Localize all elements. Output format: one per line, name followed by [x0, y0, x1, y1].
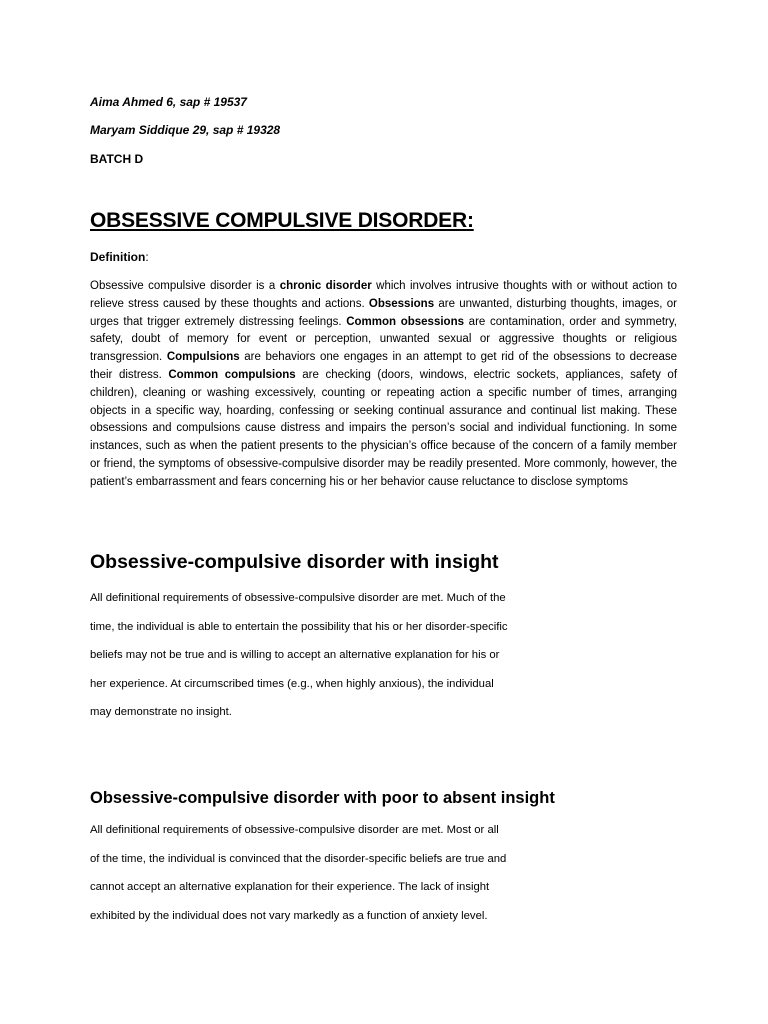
section-line: time, the individual is able to entertain the possibility that his or her disorder-specific — [90, 620, 508, 633]
document-title-colon: : — [466, 209, 474, 232]
section-line: her experience. At circumscribed times (e.g., when highly anxious), the individual — [90, 677, 494, 690]
definition-bold-term: Compulsions — [166, 351, 240, 364]
section-line: All definitional requirements of obsessive-compulsive disorder are met. Much of the — [90, 592, 506, 604]
section-line: All definitional requirements of obsessive-compulsive disorder are met. Most or all — [90, 824, 499, 836]
definition-bold-term: Common obsessions — [346, 315, 464, 328]
definition-text-run: are checking (doors, windows, electric sockets, appliances, safety of children), cleaning or washing excessively, counting or repeating action a specific number of times, arranging objects in a specific way, hoarding, confessing or seeking continual assurance and continual list making. These obsessions and compulsions cause distress and impairs the person’s social and individual functioning. In some instances, such as when the patient presents to the physician’s office because of the concern of a family member or friend, the symptoms of obsessive-compulsive disorder may be readily presented. More commonly, however, the patient’s embarrassment and fears concerning his or her behavior cause reluctance to disclose symptoms — [90, 368, 678, 488]
definition-label — [90, 250, 149, 264]
definition-bold-term: chronic disorder — [279, 280, 372, 292]
section-body-poor-insight — [90, 816, 560, 930]
definition-bold-term: Obsessions — [368, 297, 435, 310]
section-heading-with-insight: Obsessive-compulsive disorder with insight — [90, 551, 499, 573]
document-title — [90, 209, 474, 233]
document-title-text: OBSESSIVE COMPULSIVE DISORDER — [90, 209, 467, 232]
definition-label-text: Definition — [90, 250, 146, 264]
author-line-2: Maryam Siddique 29, sap # 19328 — [90, 123, 281, 137]
definition-text-run: are unwanted, disturbing thoughts, images, or urges that trigger extremely distressing feelings. — [90, 297, 677, 328]
author-line-1: Aima Ahmed 6, sap # 19537 — [90, 95, 247, 109]
batch-label: BATCH D — [90, 152, 144, 166]
definition-text-run: Obsessive compulsive disorder is a — [90, 280, 280, 292]
section-heading-poor-insight: Obsessive-compulsive disorder with poor to absent insight — [90, 789, 555, 807]
definition-bold-term: Common compulsions — [168, 368, 296, 381]
section-line: exhibited by the individual does not vary markedly as a function of anxiety level. — [90, 909, 488, 922]
section-line: may demonstrate no insight. — [90, 706, 232, 718]
section-line: cannot accept an alternative explanation for their experience. The lack of insight — [90, 881, 490, 893]
definition-paragraph — [90, 278, 677, 492]
definition-label-colon: : — [145, 250, 149, 264]
definition-text-run: which involves intrusive thoughts with or without action to relieve stress caused by these thoughts and actions. — [90, 280, 677, 310]
definition-text-run: are behaviors one engages in an attempt to get rid of the obsessions to decrease their distress. — [90, 351, 677, 381]
section-body-with-insight — [90, 584, 560, 727]
section-line: beliefs may not be true and is willing to accept an alternative explanation for his or — [90, 649, 500, 661]
definition-text-run: are contamination, order and symmetry, safety, doubt of memory for event or perception, unwanted sexual or aggressive thoughts or religious transgression. — [90, 315, 677, 364]
section-line: of the time, the individual is convinced that the disorder-specific beliefs are true and — [90, 852, 507, 865]
